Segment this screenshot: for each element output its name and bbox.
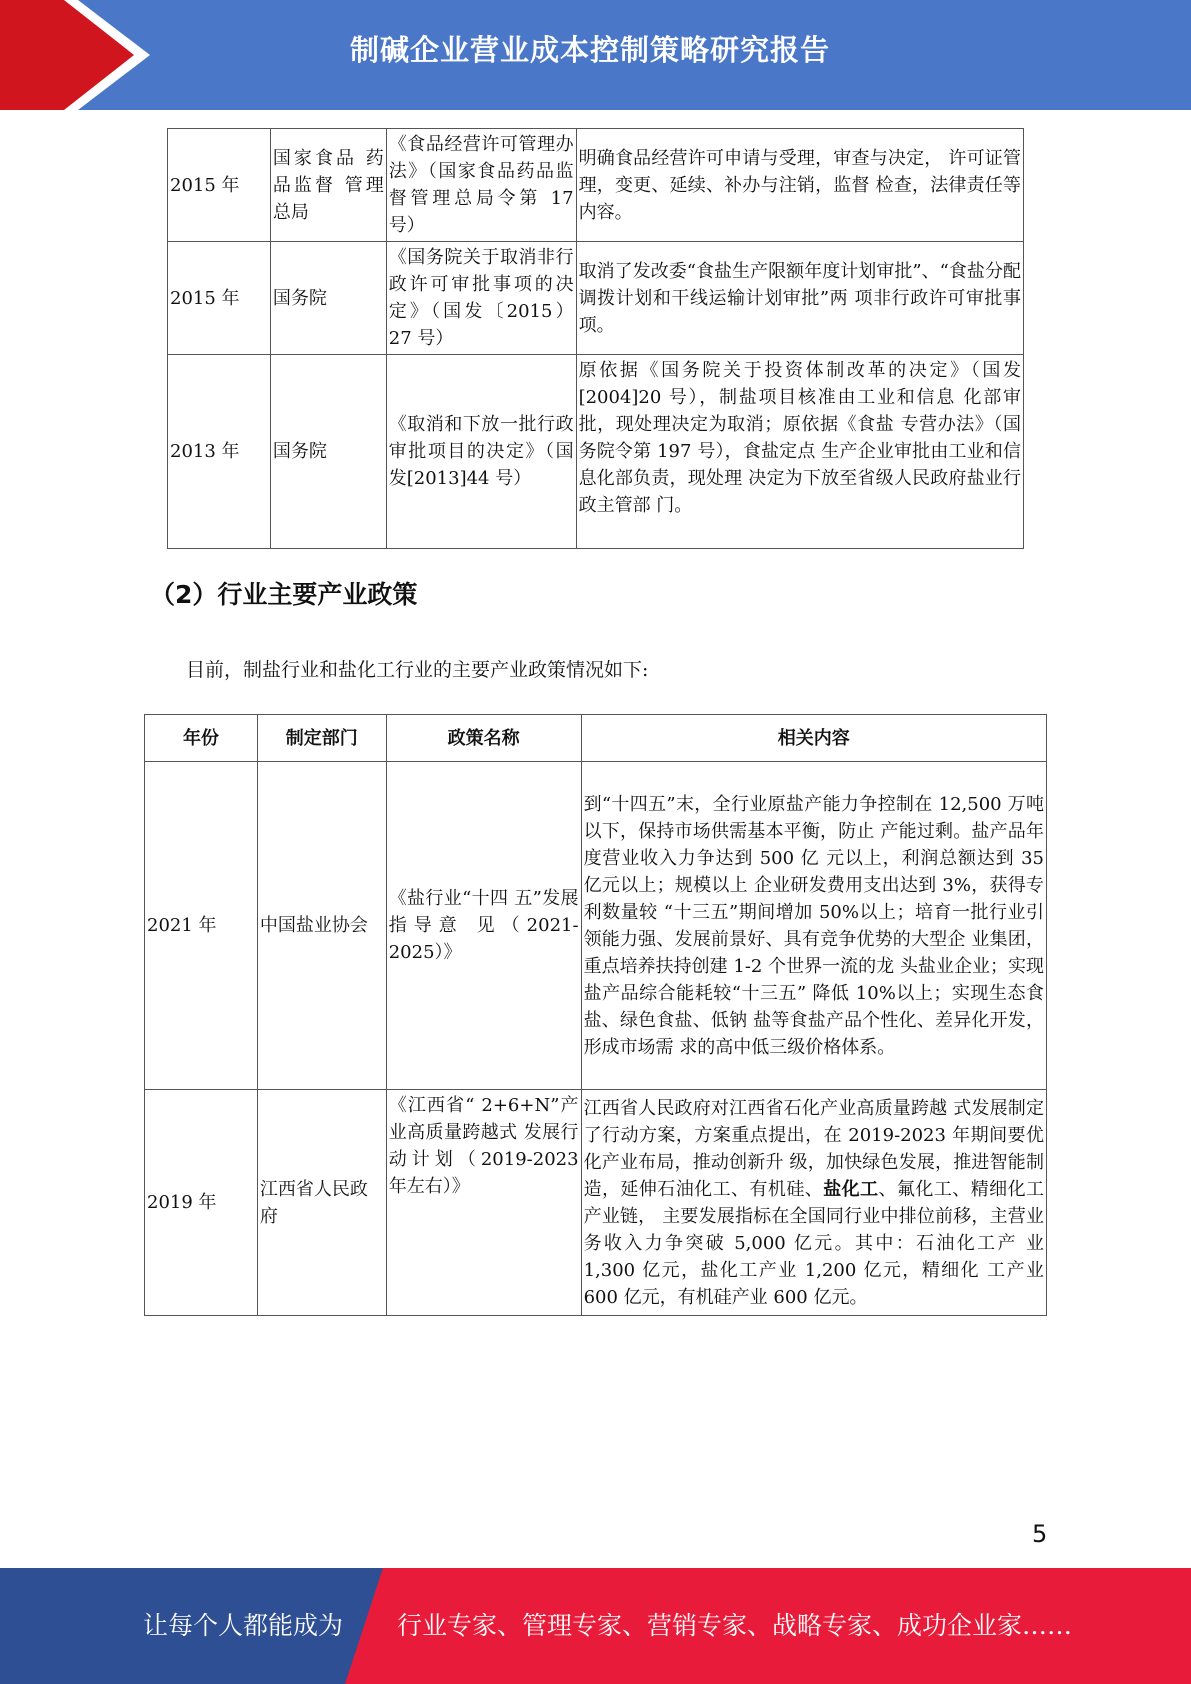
content-text-b: 、氟化工、精细化工产业链， 主要发展指标在全国同行业中排位前移，主营业 务收入力争突破 5,000 亿元。其中：石油化工产 业 1,300 亿元，盐化工产业 1,200 亿元，精细化 工产业 600 亿元，有机硅产业 600 亿元。 [583,1178,1045,1308]
footer-slogan-left: 让每个人都能成为 [143,1611,344,1640]
page-header [0,0,1191,110]
content-cell [581,1090,1046,1316]
dept-cell: 国务院 [270,355,386,549]
content-cell: 原依据《国务院关于投资体制改革的决定》（国发[2004]20 号），制盐项目核准由工业和信息 化部审批，现处理决定为取消；原依据《食盐 专营办法》（国务院令第 197 号），食盐定点 生产企业审批由工业和信息化部负责，现处理 决定为下放至省级人民政府盐业行政主管部 门。 [576,355,1023,549]
table-row [168,129,1024,242]
table-row [168,242,1024,355]
page-number: 5 [1032,1520,1048,1548]
dept-cell: 江西省人民政府 [257,1090,386,1316]
col-header-name: 政策名称 [386,715,581,762]
col-header-dept: 制定部门 [257,715,386,762]
industry-policy-table [144,714,1047,1316]
policy-name-cell: 《国务院关于取消非行政许可审批事项的决定》（国发〔2015） 27 号） [386,242,576,355]
dept-cell: 国务院 [270,242,386,355]
page-footer [0,1568,1191,1684]
year-cell: 2019 年 [145,1090,258,1316]
table-row [168,355,1024,549]
col-header-content: 相关内容 [581,715,1046,762]
policy-name-cell: 《江西省“ 2+6+N”产业高质量跨越式 发展行动计划（2019-2023 年左右）》 [386,1090,581,1316]
year-cell: 2021 年 [145,762,258,1090]
dept-cell: 中国盐业协会 [257,762,386,1090]
year-cell: 2015 年 [168,129,271,242]
content-cell: 取消了发改委“食盐生产限额年度计划审批”、“食盐分配调拨计划和干线运输计划审批”两 项非行政许可审批事项。 [576,242,1023,355]
content-text-a: 江西省人民政府对江西省石化产业高质量跨越 式发展制定了行动方案，方案重点提出，在 2019-2023 年期间要优化产业布局，推动创新升 级，加快绿色发展，推进智能制造，延伸石油化工、有机硅、 [583,1097,1044,1200]
document-title: 制碱企业营业成本控制策略研究报告 [350,33,831,67]
policy-name-cell: 《取消和下放一批行政审批项目的决定》（国发[2013]44 号） [386,355,576,549]
year-cell: 2013 年 [168,355,271,549]
table-row [145,1090,1047,1316]
table-row [145,762,1047,1090]
year-cell: 2015 年 [168,242,271,355]
content-cell: 明确食品经营许可申请与受理，审查与决定， 许可证管理，变更、延续、补办与注销，监督 检查，法律责任等内容。 [576,129,1023,242]
dept-cell: 国家食品 药品监督 管理总局 [270,129,386,242]
col-header-year: 年份 [145,715,258,762]
section-heading: （2）行业主要产业政策 [150,580,418,609]
policy-name-cell: 《食品经营许可管理办法》（国家食品药品监督管理总局令第 17 号） [386,129,576,242]
policy-name-cell: 《盐行业“十四 五”发展指导意 见（2021-2025）》 [386,762,581,1090]
regulation-table [167,128,1024,549]
table-header-row [145,715,1047,762]
content-cell: 到“十四五”末，全行业原盐产能力争控制在 12,500 万吨以下，保持市场供需基本平衡，防止 产能过剩。盐产品年度营业收入力争达到 500 亿 元以上，利润总额达到 35 亿元以上；规模以上 企业研发费用支出达到 3%，获得专利数量较 “十三五”期间增加 50%以上；培育一批行业引 领能力强、发展前景好、具有竞争优势的大型企 业集团，重点培养扶持创建 1-2 个世界一流的龙 头盐业企业；实现盐产品综合能耗较“十三五” 降低 10%以上；实现生态食盐、绿色食盐、低钠 盐等食盐产品个性化、差异化开发，形成市场需 求的高中低三级价格体系。 [581,762,1046,1090]
intro-paragraph: 目前，制盐行业和盐化工行业的主要产业政策情况如下: [186,659,649,681]
footer-slogan-right: 行业专家、管理专家、营销专家、战略专家、成功企业家…… [397,1611,1073,1640]
content-text-bold: 盐化工 [823,1178,879,1200]
